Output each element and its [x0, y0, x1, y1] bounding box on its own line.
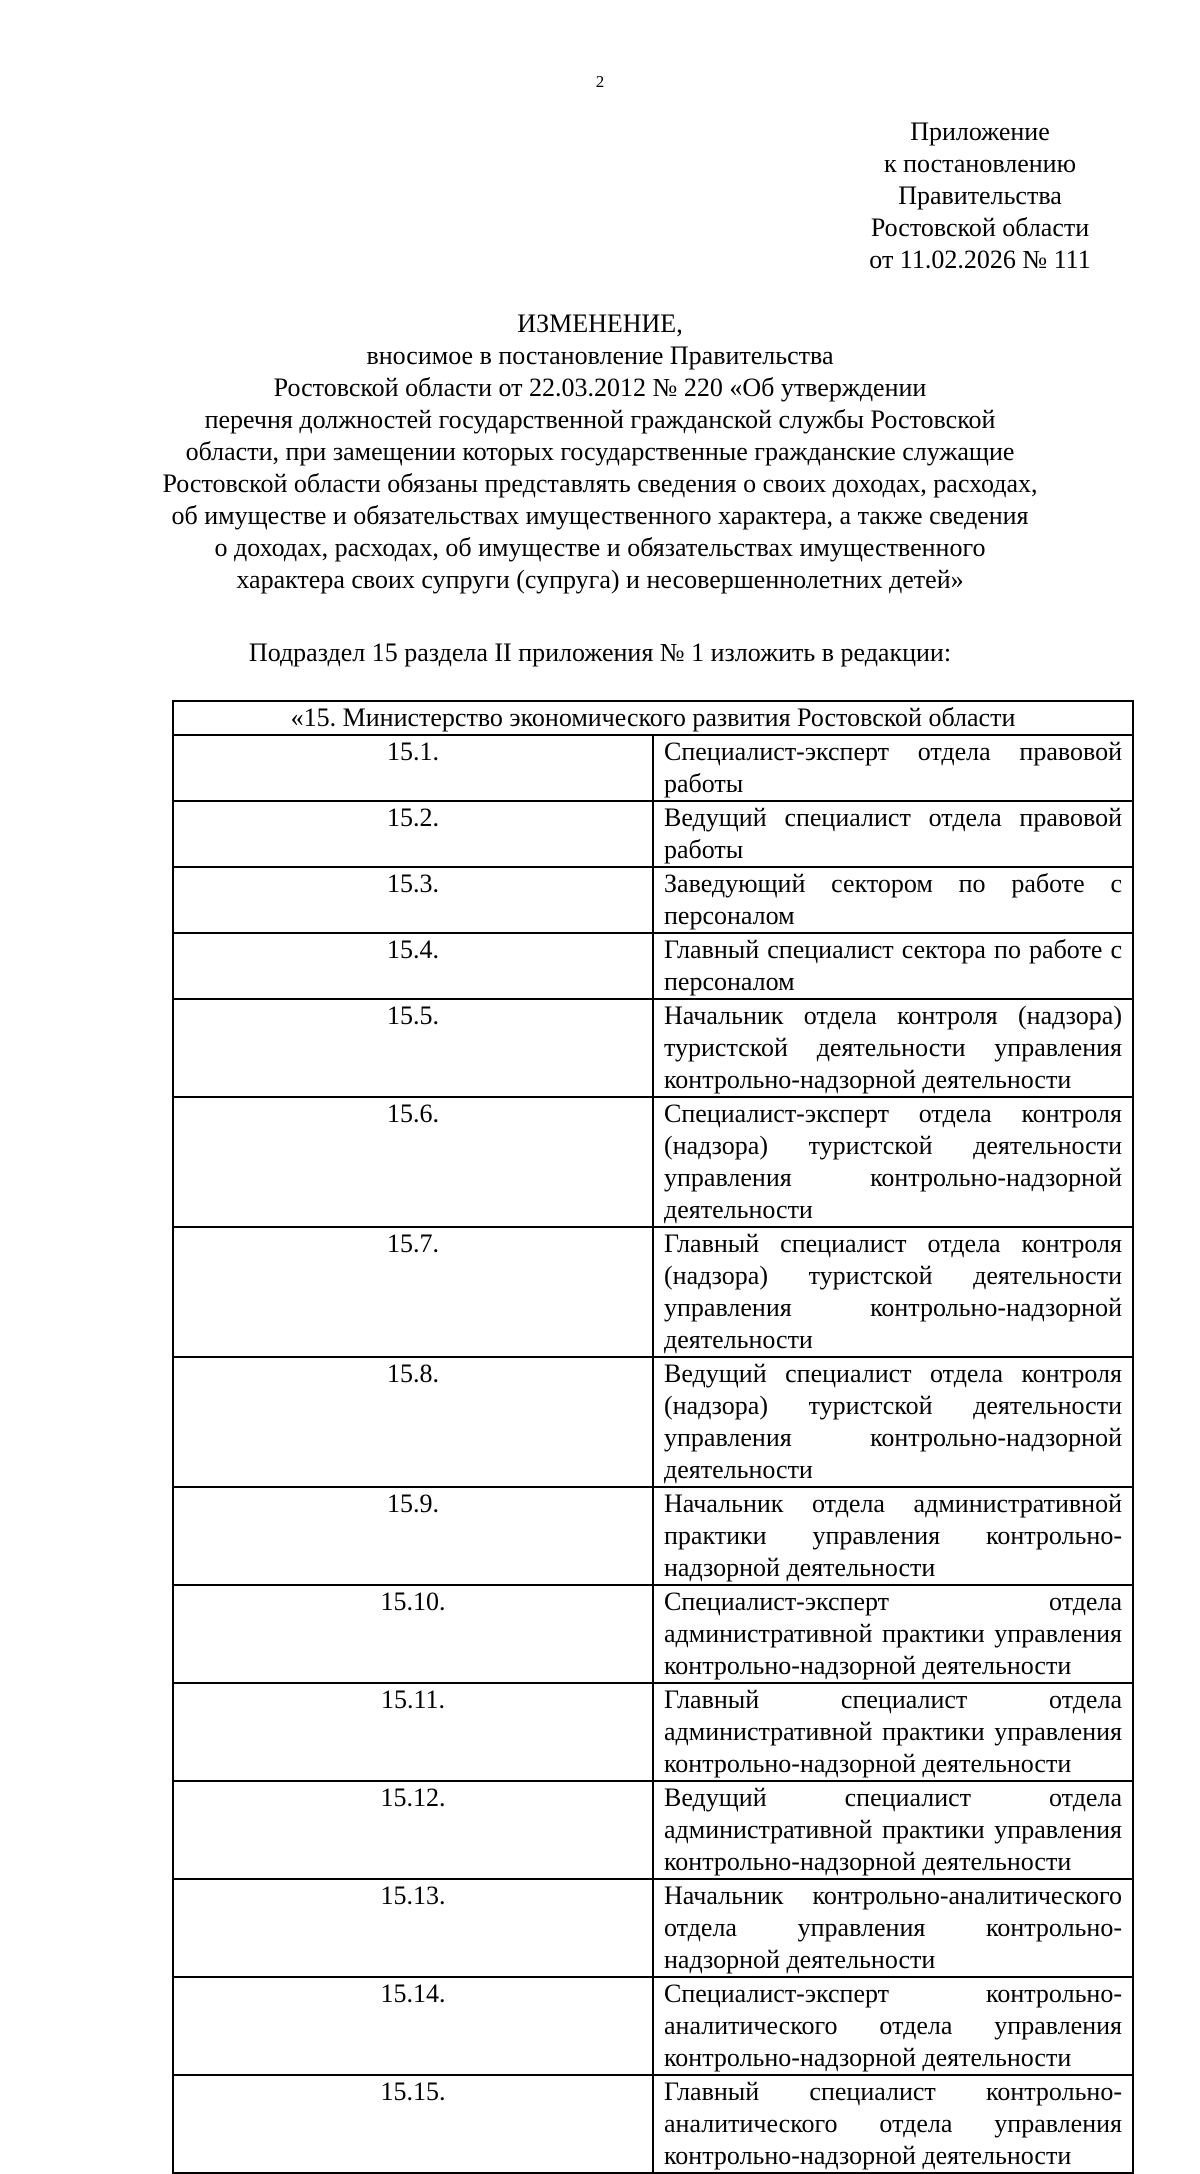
position-name: Главный специалист контрольно-аналитического отдела управления контрольно-надзорной деятельности	[653, 2075, 1133, 2173]
position-name: Специалист-эксперт контрольно-аналитического отдела управления контрольно-надзорной деятельности	[653, 1977, 1133, 2075]
position-name: Специалист-эксперт отдела правовой работы	[653, 735, 1133, 801]
row-number: 15.9.	[173, 1487, 653, 1585]
table-row	[173, 1977, 1133, 2075]
appendix-line: от 11.02.2026 № 111	[869, 245, 1091, 274]
table-row	[173, 801, 1133, 867]
positions-table	[172, 700, 1134, 2174]
position-name: Начальник отдела административной практики управления контрольно-надзорной деятельности	[653, 1487, 1133, 1585]
row-number: 15.1.	[173, 735, 653, 801]
position-name: Ведущий специалист отдела административной практики управления контрольно-надзорной деятельности	[653, 1781, 1133, 1879]
row-number: 15.4.	[173, 933, 653, 999]
row-number: 15.2.	[173, 801, 653, 867]
table-row	[173, 1357, 1133, 1487]
table-row	[173, 1097, 1133, 1227]
position-name: Главный специалист отдела административной практики управления контрольно-надзорной деятельности	[653, 1683, 1133, 1781]
page-number: 2	[595, 72, 605, 91]
position-name: Заведующий сектором по работе с персоналом	[653, 867, 1133, 933]
table-row	[173, 999, 1133, 1097]
table-row	[173, 2075, 1133, 2173]
row-number: 15.8.	[173, 1357, 653, 1487]
row-number: 15.3.	[173, 867, 653, 933]
appendix-line: Приложение	[910, 117, 1050, 146]
table-row	[173, 735, 1133, 801]
section-heading: «15. Министерство экономического развития Ростовской области	[173, 701, 1133, 735]
row-number: 15.13.	[173, 1879, 653, 1977]
position-name: Специалист-эксперт отдела административной практики управления контрольно-надзорной деятельности	[653, 1585, 1133, 1683]
subtitle-line: об имуществе и обязательствах имущественного характера, а также сведения	[171, 501, 1029, 530]
subtitle-line: вносимое в постановление Правительства	[366, 341, 834, 370]
appendix-line: к постановлению	[883, 149, 1077, 178]
position-name: Ведущий специалист отдела правовой работы	[653, 801, 1133, 867]
subtitle-line: перечня должностей государственной гражданской службы Ростовской	[204, 405, 996, 434]
row-number: 15.12.	[173, 1781, 653, 1879]
table-row	[173, 1487, 1133, 1585]
table-row	[173, 1879, 1133, 1977]
instruction-text: Подраздел 15 раздела II приложения № 1 изложить в редакции:	[248, 638, 952, 667]
row-number: 15.10.	[173, 1585, 653, 1683]
position-name: Главный специалист сектора по работе с персоналом	[653, 933, 1133, 999]
position-name: Специалист-эксперт отдела контроля (надзора) туристской деятельности управления контрольно-надзорной деятельности	[653, 1097, 1133, 1227]
document-subtitle	[0, 340, 1200, 596]
position-name: Начальник контрольно-аналитического отдела управления контрольно-надзорной деятельности	[653, 1879, 1133, 1977]
section-heading-row	[173, 701, 1133, 735]
position-name: Ведущий специалист отдела контроля (надзора) туристской деятельности управления контрольно-надзорной деятельности	[653, 1357, 1133, 1487]
table-row	[173, 867, 1133, 933]
subtitle-line: о доходах, расходах, об имуществе и обязательствах имущественного	[214, 533, 986, 562]
row-number: 15.15.	[173, 2075, 653, 2173]
row-number: 15.6.	[173, 1097, 653, 1227]
table-row	[173, 933, 1133, 999]
row-number: 15.7.	[173, 1227, 653, 1357]
table-row	[173, 1585, 1133, 1683]
table-row	[173, 1227, 1133, 1357]
subtitle-line: области, при замещении которых государственные гражданские служащие	[185, 437, 1015, 466]
position-name: Главный специалист отдела контроля (надзора) туристской деятельности управления контрольно-надзорной деятельности	[653, 1227, 1133, 1357]
document-title: ИЗМЕНЕНИЕ,	[517, 309, 683, 338]
appendix-line: Ростовской области	[870, 213, 1090, 242]
subtitle-line: Ростовской области обязаны представлять сведения о своих доходах, расходах,	[162, 469, 1038, 498]
positions-table-wrapper	[172, 700, 1134, 2174]
table-row	[173, 1781, 1133, 1879]
appendix-line: Правительства	[898, 181, 1062, 210]
subtitle-line: Ростовской области от 22.03.2012 № 220 «Об утверждении	[273, 373, 927, 402]
row-number: 15.5.	[173, 999, 653, 1097]
row-number: 15.11.	[173, 1683, 653, 1781]
position-name: Начальник отдела контроля (надзора) туристской деятельности управления контрольно-надзорной деятельности	[653, 999, 1133, 1097]
subtitle-line: характера своих супруги (супруга) и несовершеннолетних детей»	[236, 565, 964, 594]
row-number: 15.14.	[173, 1977, 653, 2075]
appendix-block	[780, 116, 1180, 276]
